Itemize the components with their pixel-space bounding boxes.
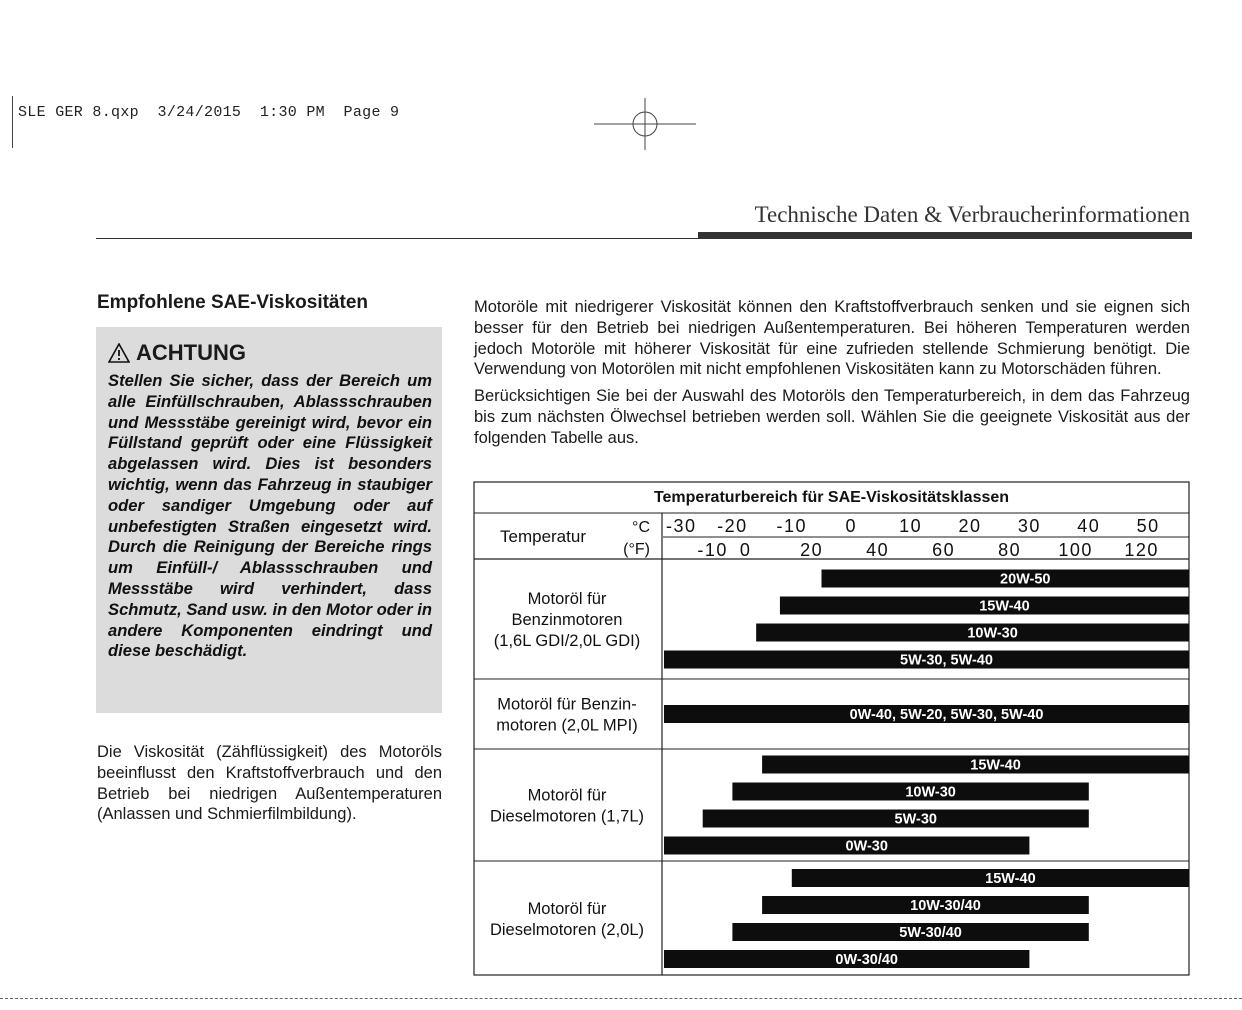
intro-paragraph-1: Motoröle mit niedrigerer Viskosität können den Kraftstoffverbrauch senken und sie eignen sich besser für den Betrieb bei niedrigen Außentemperaturen. Bei höheren Temperaturen werden jedoch Motoröle mit höherer Viskosität für eine zufrieden stellende Schmierung benötigt. Die Verwendung von Motorölen mit nicht empfohlenen Viskositäten kann zu Motorschäden führen. [474,298,1190,379]
trim-line [0,998,1242,999]
viscosity-bar-label: 10W-30 [905,784,956,801]
group-label: Motoröl für [527,590,607,608]
slug-bar [12,96,13,148]
viscosity-bar-label: 10W-30 [967,625,1018,642]
tick-label-fahrenheit: 100 [1058,540,1093,560]
print-slug: SLE GER 8.qxp 3/24/2015 1:30 PM Page 9 [18,104,400,121]
unit-celsius: °C [632,519,650,536]
tick-label-fahrenheit: 120 [1124,540,1159,560]
warning-text: Stellen Sie sicher, dass der Bereich um alle Einfüllschrauben, Ablassschrauben und Messstäbe gereinigt wird, bevor ein Füllstand geprüft oder eine Flüssigkeit abgelassen wird. Dies ist besonders wichtig, wenn das Fahrzeug in staubiger oder sandiger Umgebung oder auf unbefestigten Straßen eingesetzt wird. Durch die Reinigung der Bereiche rings um Einfüll-/ Ablassschrauben und Messstäbe wird verhindert, dass Schmutz, Sand usw. in den Motor oder in andere Komponenten eindringt und diese beschädigt. [108,371,432,661]
viscosity-bar-label: 20W-50 [1000,571,1051,588]
group-label: Motoröl für Benzin- [497,695,637,714]
group-label: Motoröl für [527,786,607,805]
tick-label-celsius: 30 [1017,516,1041,536]
tick-label-celsius: 40 [1077,516,1101,536]
viscosity-bar-label: 15W-40 [985,871,1036,887]
warning-heading-text: ACHTUNG [136,340,246,365]
section-title: Empfohlene SAE-Viskositäten [97,292,368,313]
header-rule-accent [698,232,1192,239]
viscosity-bar-label: 0W-30 [845,838,888,855]
group-label: Dieselmotoren (2,0L) [489,921,645,939]
viscosity-bar-label: 0W-40, 5W-20, 5W-30, 5W-40 [849,707,1044,723]
warning-triangle-icon [108,343,130,363]
warning-box [96,327,442,713]
tick-label-fahrenheit: 0 [739,540,752,560]
group-label: Benzinmotoren [511,611,623,629]
viscosity-bar-label: 15W-40 [970,757,1021,774]
unit-fahrenheit: (°F) [623,541,650,558]
intro-text [474,297,1190,455]
warning-heading [108,339,432,367]
tick-label-celsius: 20 [958,516,982,536]
tick-label-fahrenheit: 60 [932,540,956,560]
temperature-label: Temperatur [500,527,586,546]
viscosity-bar-label: 5W-30/40 [899,925,962,941]
viscosity-bar-label: 5W-30, 5W-40 [900,652,993,669]
viscosity-paragraph: Die Viskosität (Zähflüssigkeit) des Motoröls beeinflusst den Kraftstoffverbrauch und den Betrieb bei niedrigen Außentemperaturen (Anlassen und Schmierfilmbildung). [97,743,442,824]
viscosity-bar-label: 10W-30/40 [910,898,981,914]
viscosity-chart [473,481,1193,979]
tick-label-celsius: 10 [899,516,923,536]
tick-label-celsius: -30 [666,516,697,536]
tick-label-fahrenheit: 40 [866,540,890,560]
page-header-title: Technische Daten & Verbraucherinformationen [754,202,1190,227]
tick-label-celsius: 50 [1136,516,1160,536]
group-label: motoren (2,0L MPI) [496,716,638,735]
viscosity-bar-label: 15W-40 [979,598,1030,615]
intro-paragraph-2: Berücksichtigen Sie bei der Auswahl des Motoröls den Temperaturbereich, in dem das Fahrzeug bis zum nächsten Ölwechsel betrieben werden soll. Wählen Sie die geeignete Viskosität aus der folgenden Tabelle aus. [474,387,1190,447]
group-label: Motoröl für [527,900,607,918]
tick-label-fahrenheit: 80 [998,540,1022,560]
group-label: (1,6L GDI/2,0L GDI) [493,632,641,650]
tick-label-celsius: -10 [776,516,808,536]
tick-label-celsius: 0 [845,516,857,536]
viscosity-bar-label: 0W-30/40 [835,952,898,968]
chart-title: Temperaturbereich für SAE-Viskositätsklassen [653,489,1010,506]
registration-mark-icon [594,98,696,150]
group-label: Dieselmotoren (1,7L) [489,807,645,826]
tick-label-celsius: -20 [717,516,748,536]
viscosity-bar-label: 5W-30 [894,811,937,828]
tick-label-fahrenheit: 20 [800,540,824,560]
tick-label-fahrenheit: -10 [697,540,728,560]
